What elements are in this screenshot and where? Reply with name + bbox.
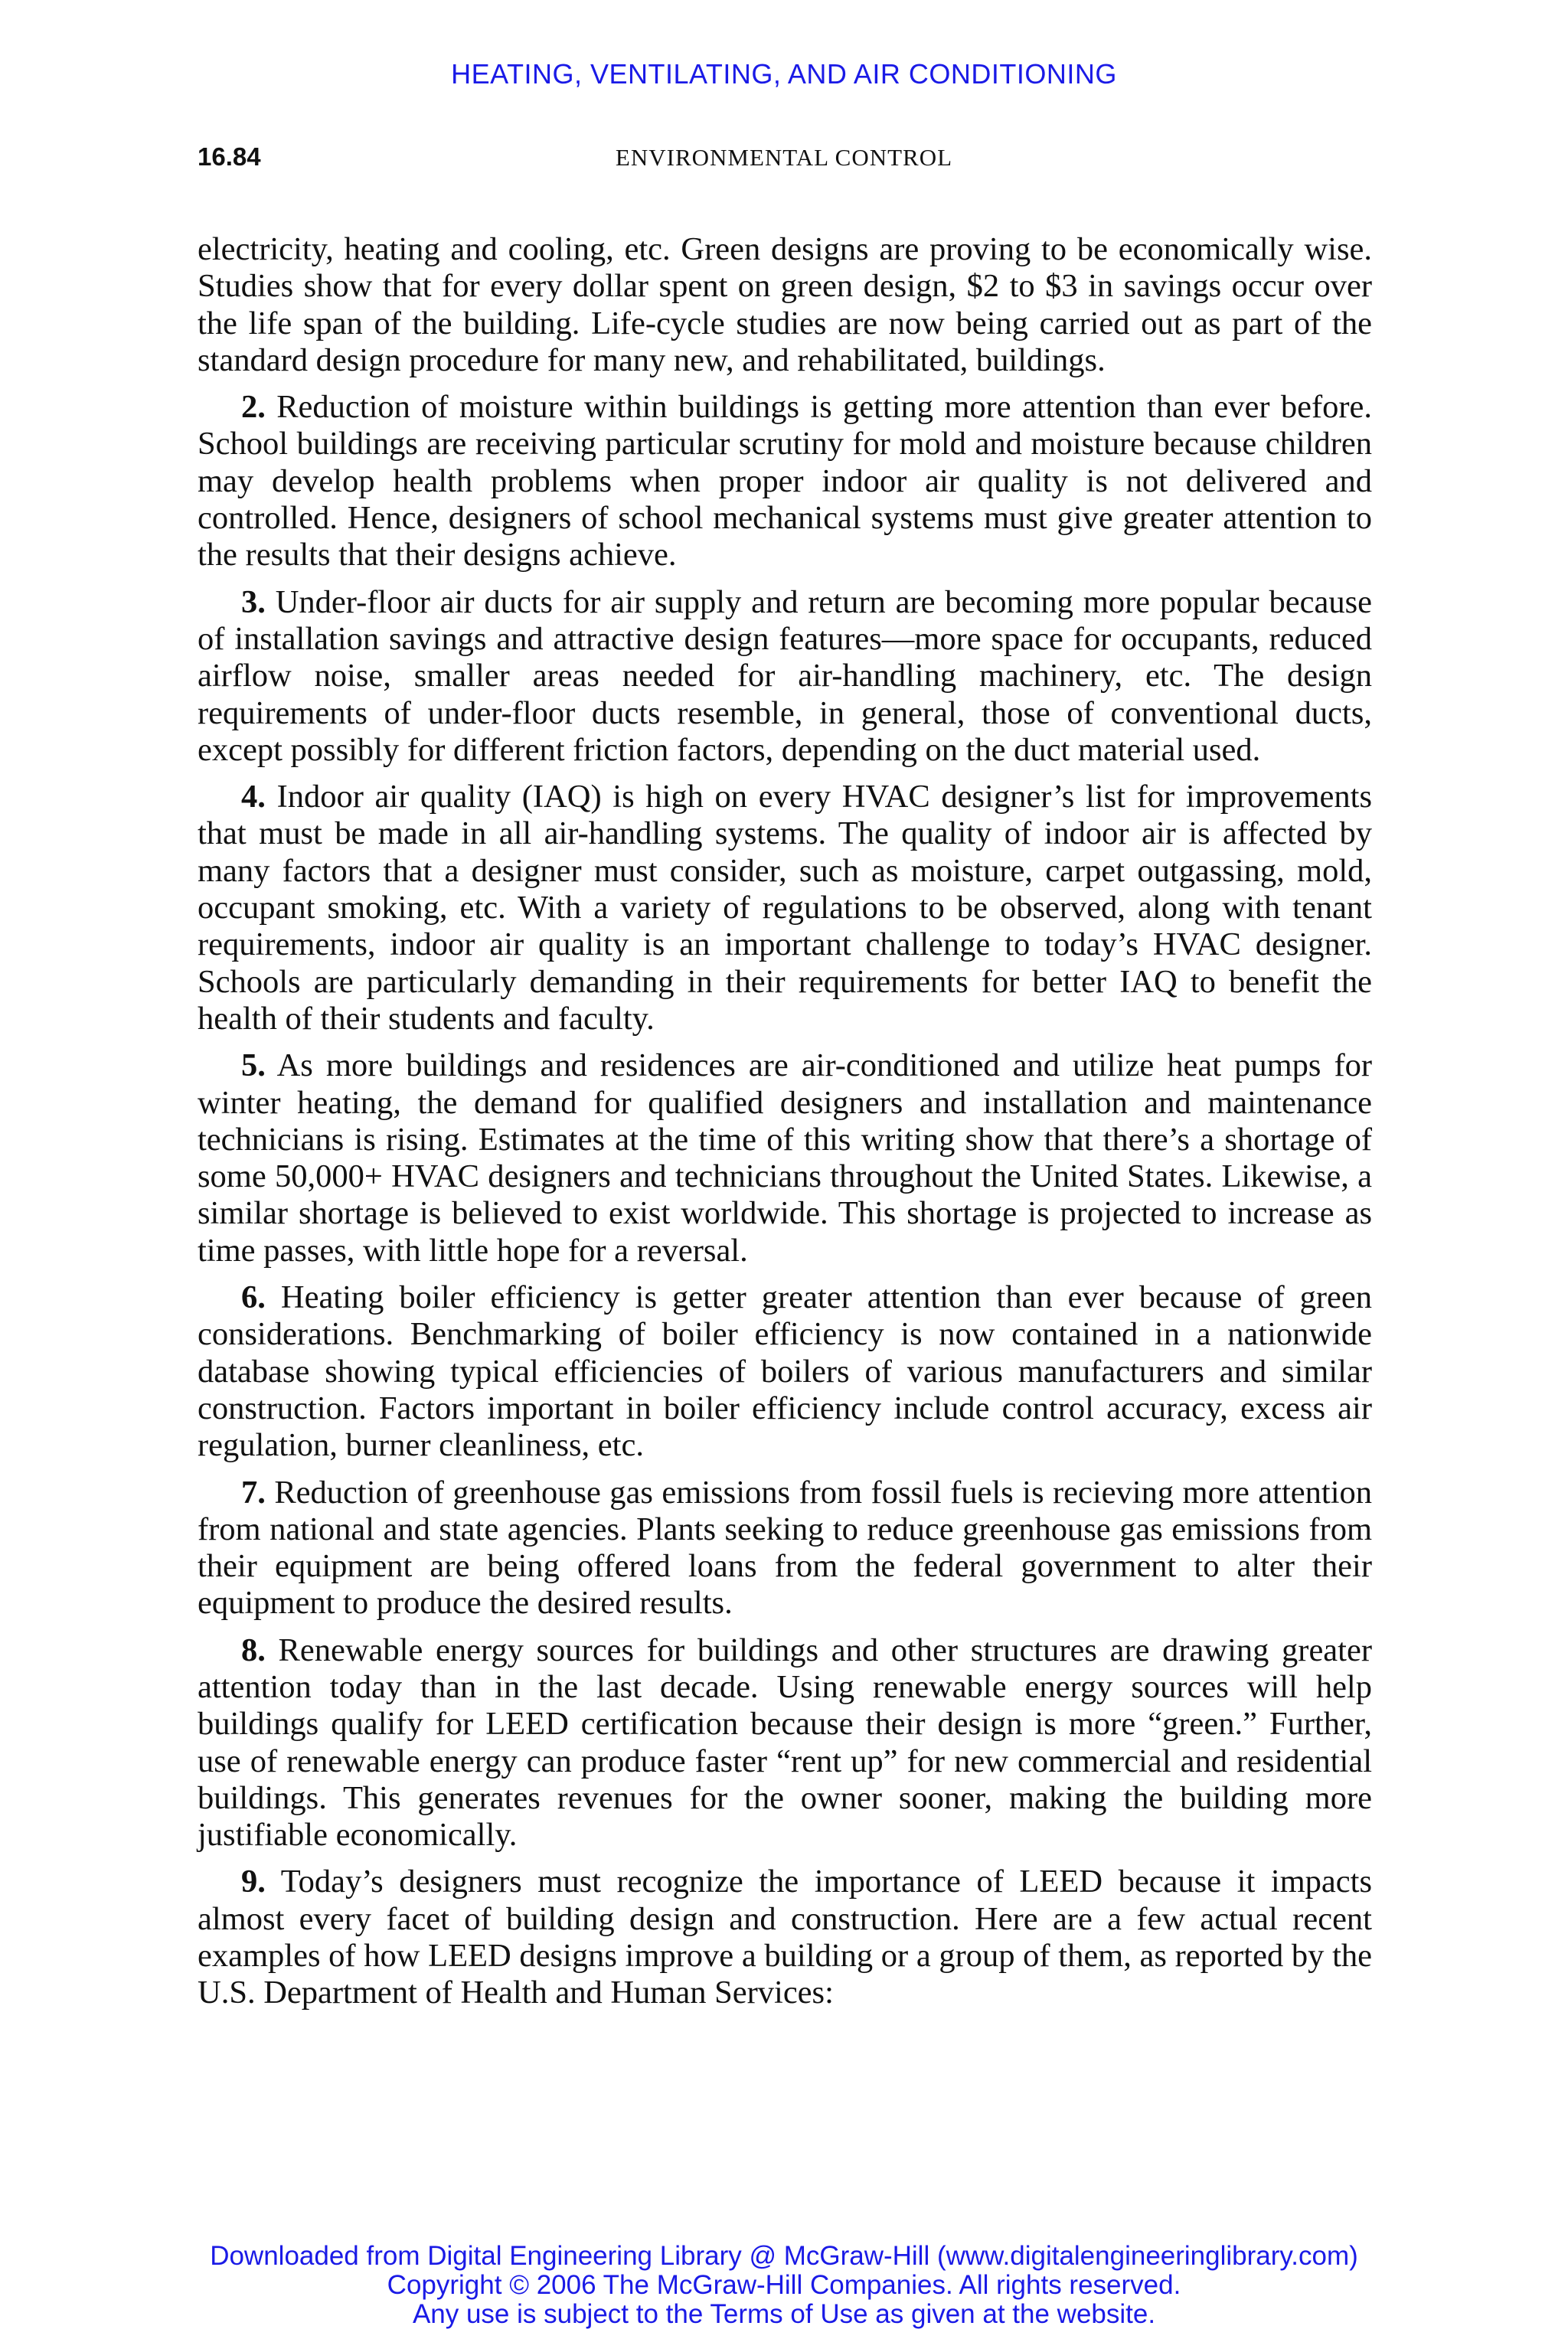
page-body [198, 231, 1372, 2012]
item-text: Indoor air quality (IAQ) is high on every HVAC designer’s list for improvements that must be made in all air-handling systems. The quality of indoor air is affected by many factors that a designer must consider, such as moisture, carpet outgassing, mold, occupant smoking, etc. With a variety of regulations to be observed, along with tenant requirements, indoor air quality is an important challenge to today’s HVAC designer. Schools are particularly demanding in their requirements for better IAQ to benefit the health of their students and faculty. [198, 779, 1373, 1037]
item-text: As more buildings and residences are air-conditioned and utilize heat pumps for winter heating, the demand for qualified designers and installation and maintenance technicians is rising. Estimates at the time of this writing show that there’s a shortage of some 50,000+ HVAC designers and technicians throughout the United States. Likewise, a similar shortage is believed to exist worldwide. This shortage is projected to increase as time passes, with little hope for a reversal. [198, 1047, 1373, 1269]
running-head: ENVIRONMENTAL CONTROL [615, 144, 953, 171]
item-text: Reduction of greenhouse gas emissions from fossil fuels is recieving more attention from national and state agencies. Plants seeking to reduce greenhouse gas emissions from their equipment are being offered loans from the federal government to alter their equipment to produce the desired results. [198, 1474, 1373, 1622]
download-footer [0, 2242, 1568, 2329]
item-text: Reduction of moisture within buildings is getting more attention than ever before. School buildings are receiving particular scrutiny for mold and moisture because children may develop health problems when proper indoor air quality is not delivered and controlled. Hence, designers of school mechanical systems must give greater attention to the results that their designs achieve. [198, 389, 1373, 573]
item-number: 6. [241, 1279, 266, 1316]
footer-download-link[interactable]: Downloaded from Digital Engineering Library @ McGraw-Hill (www.digitalengineeringlibrary.com) [210, 2241, 1358, 2271]
item-text: Renewable energy sources for buildings and other structures are drawing greater attention today than in the last decade. Using renewable energy sources will help buildings qualify for LEED certification because their design is more “green.” Further, use of renewable energy can produce faster “rent up” for new commercial and residential buildings. This generates revenues for the owner sooner, making the building more justifiable economically. [198, 1632, 1372, 1854]
item-number: 5. [241, 1047, 266, 1084]
item-number: 3. [241, 583, 266, 620]
list-item-9 [198, 1864, 1372, 2011]
item-number: 9. [241, 1864, 266, 1900]
item-number: 4. [241, 779, 266, 815]
list-item-3 [198, 584, 1372, 769]
footer-copyright: Copyright © 2006 The McGraw-Hill Companies. All rights reserved. [387, 2270, 1181, 2300]
item-number: 7. [241, 1474, 266, 1511]
list-item-5 [198, 1047, 1372, 1269]
list-item-6 [198, 1279, 1372, 1464]
book-title-banner: HEATING, VENTILATING, AND AIR CONDITIONING [451, 58, 1117, 90]
list-item-7 [198, 1475, 1372, 1622]
list-item-4 [198, 779, 1372, 1037]
list-item-2 [198, 389, 1372, 573]
item-text: Today’s designers must recognize the importance of LEED because it impacts almost every facet of building design and construction. Here are a few actual recent examples of how LEED designs improve a building or a group of them, as reported by the U.S. Department of Health and Human Services: [198, 1864, 1373, 2011]
item-text: Heating boiler efficiency is getter greater attention than ever because of green considerations. Benchmarking of boiler efficiency is now contained in a nationwide database showing typical efficiencies of boilers of various manufacturers and similar construction. Factors important in boiler efficiency include control accuracy, excess air regulation, burner cleanliness, etc. [198, 1279, 1373, 1464]
list-item-8 [198, 1632, 1372, 1854]
page-number: 16.84 [198, 142, 261, 171]
footer-terms-link[interactable]: Any use is subject to the Terms of Use as given at the website. [412, 2299, 1156, 2329]
continuation-paragraph: electricity, heating and cooling, etc. Green designs are proving to be economically wise. Studies show that for every dollar spent on green design, $2 to $3 in savings occur over the life span of the building. Life-cycle studies are now being carried out as part of the standard design procedure for many new, and rehabilitated, buildings. [198, 231, 1372, 378]
item-number: 2. [241, 389, 266, 426]
item-text: Under-floor air ducts for air supply and return are becoming more popular because of installation savings and attractive design features—more space for occupants, reduced airflow noise, smaller areas needed for air-handling machinery, etc. The design requirements of under-floor ducts resemble, in general, those of conventional ducts, except possibly for different friction factors, depending on the duct material used. [198, 583, 1373, 768]
item-number: 8. [241, 1632, 266, 1668]
